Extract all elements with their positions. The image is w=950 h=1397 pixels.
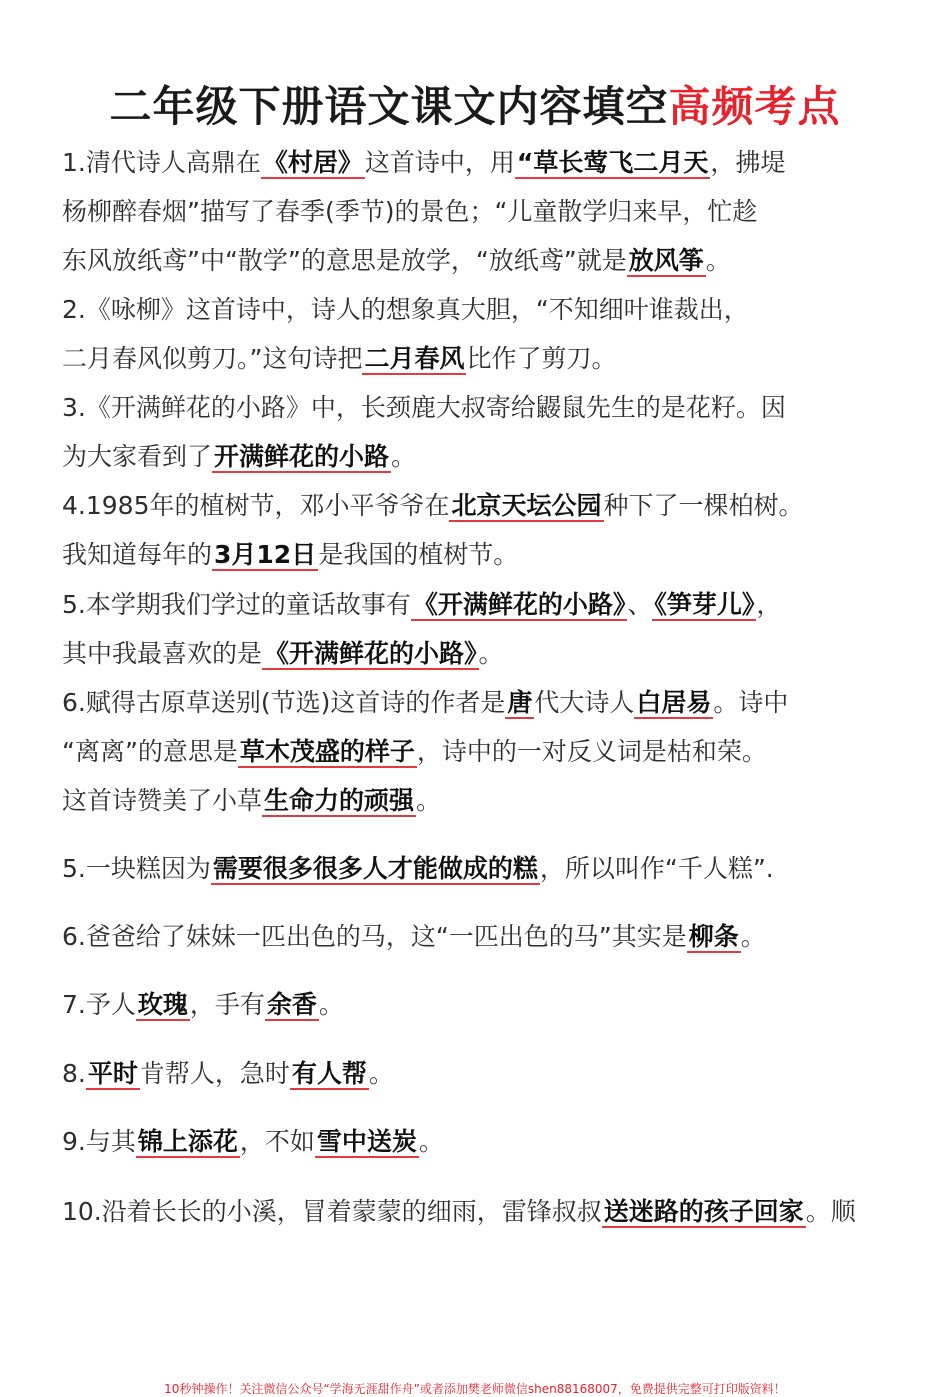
line-text: ，手有: [189, 990, 265, 1019]
text-line: [62, 538, 518, 572]
text-line: [62, 1057, 394, 1091]
answer-text: 3月12日: [214, 540, 317, 569]
line-text: 杨柳醉春烟”描写了春季(季节)的景色；“儿童散学归来早，忙趁: [62, 197, 758, 226]
answer-text: “草长莺飞二月天: [516, 148, 709, 177]
line-text: 6.赋得古原草送别(节选)这首诗的作者是: [62, 688, 506, 717]
line-text: 。: [416, 786, 442, 815]
text-line: [62, 735, 767, 769]
line-text: 4.1985年的植树节，邓小平爷爷在: [62, 491, 450, 520]
answer-text: 放风筝: [628, 246, 704, 275]
line-text: ，: [756, 590, 782, 619]
line-text: 1.清代诗人高鼎在: [62, 148, 261, 177]
answer-text: 草木茂盛的样子: [239, 737, 415, 766]
line-text: 。: [705, 246, 731, 275]
answer-text: 有人帮: [291, 1059, 367, 1088]
line-text: 3.《开满鲜花的小路》中，长颈鹿大叔寄给鼹鼠先生的是花籽。因: [62, 393, 786, 422]
line-text: 6.爸爸给了妹妹一匹出色的马，这“一匹出色的马”其实是: [62, 922, 687, 951]
answer-text: 玫瑰: [137, 990, 188, 1019]
line-text: 8.: [62, 1059, 86, 1088]
line-text: “离离”的意思是: [62, 737, 238, 766]
answer-text: 唐: [507, 688, 533, 717]
text-line: [62, 489, 804, 523]
line-text: 。: [478, 639, 504, 668]
line-text: 10.沿着长长的小溪，冒着蒙蒙的细雨，雷锋叔叔: [62, 1197, 602, 1226]
text-line: [62, 988, 344, 1022]
line-text: 、: [627, 590, 653, 619]
line-text: 。顺: [805, 1197, 856, 1226]
text-line: [62, 391, 786, 425]
text-line: [62, 686, 788, 720]
answer-text: 《开满鲜花的小路》: [264, 639, 477, 668]
text-line: [62, 920, 766, 954]
footer-note: 10秒钟操作！关注微信公众号“学海无涯甜作舟”或者添加樊老师微信shen88168007，免费提供完整可打印版资料！: [164, 1382, 786, 1396]
line-text: 。: [418, 1127, 444, 1156]
answer-text: 北京天坛公园: [451, 491, 602, 520]
answer-text: 锦上添花: [137, 1127, 238, 1156]
answer-text: 送迷路的孩子回家: [603, 1197, 804, 1226]
page-title: [0, 74, 950, 134]
line-text: 是我国的植树节。: [318, 540, 519, 569]
answer-text: 雪中送炭: [316, 1127, 417, 1156]
title-main: 二年级下册语文课文内容填空: [109, 82, 669, 131]
text-line: [62, 784, 441, 818]
line-text: ，不如: [239, 1127, 315, 1156]
line-text: ，诗中的一对反义词是枯和荣。: [416, 737, 767, 766]
text-line: [62, 244, 731, 278]
text-line: [62, 195, 757, 229]
line-text: 。: [740, 922, 766, 951]
line-text: 9.与其: [62, 1127, 136, 1156]
answer-text: 需要很多很多人才能做成的糕: [212, 854, 538, 883]
line-text: 代大诗人: [534, 688, 635, 717]
line-text: 。: [368, 1059, 394, 1088]
line-text: 这首诗中，用: [364, 148, 515, 177]
line-text: 其中我最喜欢的是: [62, 639, 263, 668]
line-text: 5.一块糕因为: [62, 854, 211, 883]
text-line: [62, 1125, 444, 1159]
answer-text: 生命力的顽强: [264, 786, 415, 815]
answer-text: 柳条: [688, 922, 739, 951]
line-text: ，拂堤: [710, 148, 786, 177]
line-text: 比作了剪刀。: [466, 344, 617, 373]
answer-text: 《村居》: [262, 148, 363, 177]
line-text: 。诗中: [713, 688, 789, 717]
line-text: ，所以叫作“千人糕”.: [539, 854, 774, 883]
text-line: [62, 588, 781, 622]
text-line: [62, 293, 749, 327]
text-line: [62, 1195, 856, 1229]
answer-text: 《开满鲜花的小路》: [412, 590, 626, 619]
line-text: 7.予人: [62, 990, 136, 1019]
line-text: 这首诗赞美了小草: [62, 786, 263, 815]
answer-text: 开满鲜花的小路: [214, 442, 390, 471]
answer-text: 平时: [87, 1059, 138, 1088]
answer-text: 白居易: [636, 688, 712, 717]
text-line: [62, 342, 616, 376]
line-text: 种下了一棵柏树。: [603, 491, 804, 520]
line-text: 。: [391, 442, 417, 471]
line-text: 。: [318, 990, 344, 1019]
line-text: 东风放纸鸢”中“散学”的意思是放学，“放纸鸢”就是: [62, 246, 627, 275]
answer-text: 余香: [266, 990, 317, 1019]
line-text: 我知道每年的: [62, 540, 213, 569]
answer-text: 二月春风: [364, 344, 465, 373]
line-text: 二月春风似剪刀。”这句诗把: [62, 344, 363, 373]
line-text: 为大家看到了: [62, 442, 213, 471]
text-line: [62, 440, 416, 474]
line-text: 肯帮人，急时: [139, 1059, 290, 1088]
line-text: 2.《咏柳》这首诗中，诗人的想象真大胆，“不知细叶谁裁出，: [62, 295, 749, 324]
answer-text: 《笋芽儿》: [654, 590, 755, 619]
text-line: [62, 852, 774, 886]
text-line: [62, 637, 504, 671]
line-text: 5.本学期我们学过的童话故事有: [62, 590, 411, 619]
title-highlight: 高频考点: [668, 82, 841, 131]
text-line: [62, 146, 785, 180]
